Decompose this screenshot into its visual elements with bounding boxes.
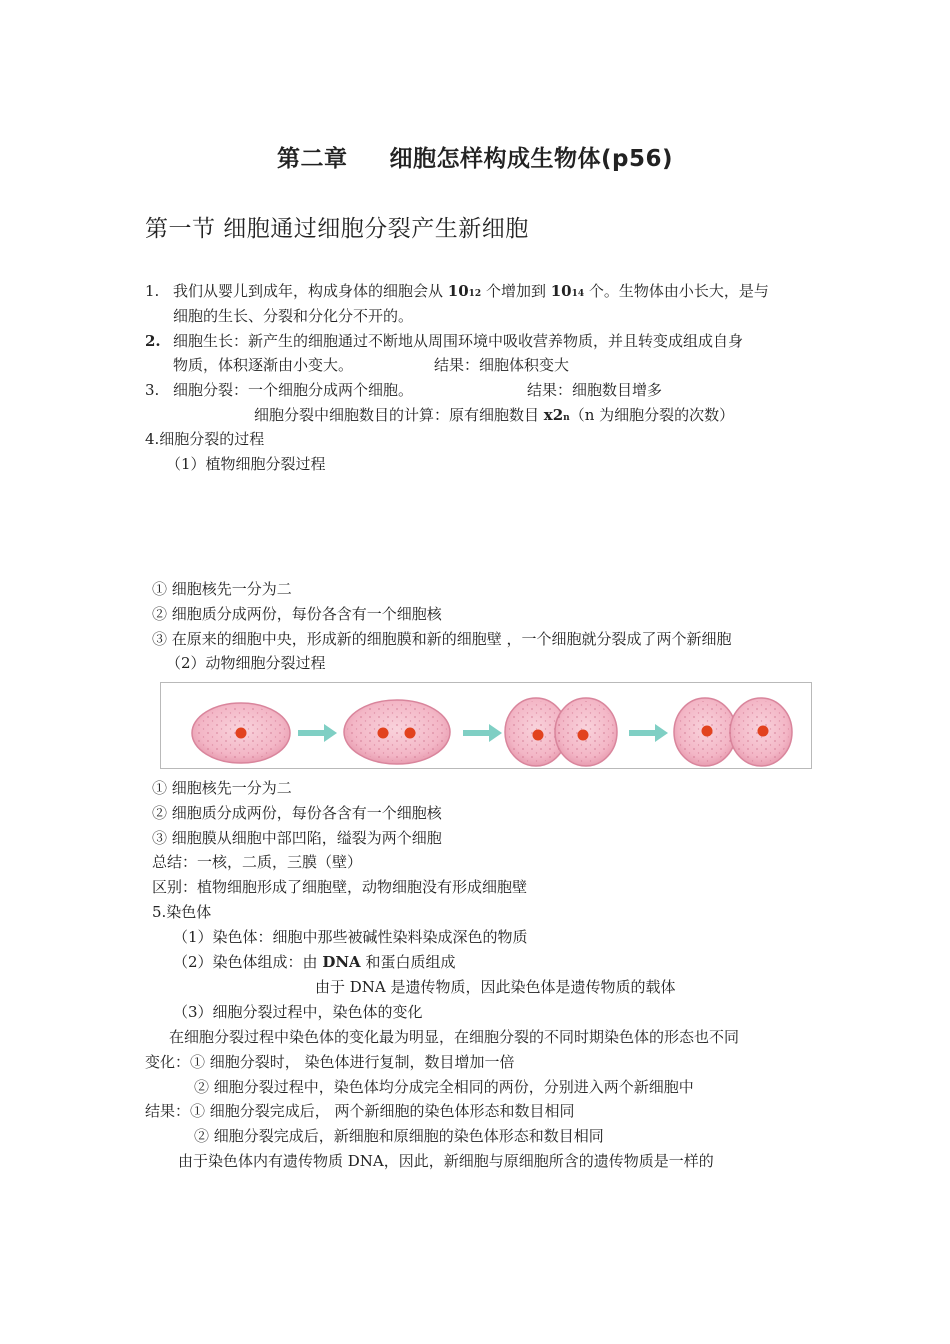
cell-stage-1 — [192, 703, 290, 763]
cell-stage-2 — [344, 700, 450, 764]
item1-line2: 细胞的生长、分裂和分化分不开的。 — [173, 307, 414, 325]
item2-number: 2. — [145, 332, 161, 350]
division-summary: 总结：一核，二质，三膜（壁） — [152, 853, 363, 871]
item1-line1: 1. 我们从婴儿到成年，构成身体的细胞会从 1012 个增加到 1014 个。生物体由小长大，是与 — [145, 282, 769, 300]
cell-stage-3 — [505, 698, 617, 766]
chapter-name: 细胞怎样构成生物体(p56) — [389, 146, 673, 172]
nucleus — [758, 726, 769, 737]
cell-stage-4 — [674, 698, 792, 766]
division-difference: 区别：植物细胞形成了细胞壁，动物细胞没有形成细胞壁 — [152, 878, 528, 896]
arrow-right-icon — [298, 724, 337, 742]
animal-cell-division-figure — [160, 682, 812, 769]
section-title: 第一节 细胞通过细胞分裂产生新细胞 — [145, 216, 529, 242]
item4-title: 4.细胞分裂的过程 — [145, 430, 265, 448]
chromosome-result-2: ② 细胞分裂完成后，新细胞和原细胞的染色体形态和数目相同 — [194, 1127, 604, 1145]
nucleus — [236, 728, 247, 739]
chapter-number: 第二章 — [277, 146, 348, 172]
nucleus — [702, 726, 713, 737]
item3-number: 3. — [145, 381, 160, 399]
item3-line1: 3. 细胞分裂：一个细胞分成两个细胞。 — [145, 381, 414, 399]
chromosome-change-1: 变化：① 细胞分裂时， 染色体进行复制，数目增加一倍 — [145, 1053, 515, 1071]
arrow-right-icon — [463, 724, 502, 742]
item2-line2: 物质，体积逐渐由小变大。 — [173, 356, 354, 374]
animal-step-3: ③ 细胞膜从细胞中部凹陷，缢裂为两个细胞 — [152, 829, 442, 847]
arrow-right-icon — [629, 724, 668, 742]
chapter-title — [0, 140, 950, 173]
chromosome-result-1: 结果：① 细胞分裂完成后， 两个新细胞的染色体形态和数目相同 — [145, 1102, 575, 1120]
nucleus — [578, 730, 589, 741]
animal-division-title: （2）动物细胞分裂过程 — [166, 654, 326, 672]
nucleus — [533, 730, 544, 741]
item2-result: 结果：细胞体积变大 — [434, 356, 570, 374]
plant-step-1: ① 细胞核先一分为二 — [152, 580, 292, 598]
animal-step-2: ② 细胞质分成两份，每份各含有一个细胞核 — [152, 804, 442, 822]
nucleus — [405, 728, 416, 739]
item3-result: 结果：细胞数目增多 — [527, 381, 663, 399]
animal-step-1: ① 细胞核先一分为二 — [152, 779, 292, 797]
animal-cell-division-illustration — [161, 683, 811, 768]
item5-title: 5.染色体 — [152, 903, 212, 921]
chromosome-change-title: （3）细胞分裂过程中，染色体的变化 — [173, 1003, 423, 1021]
item1-number: 1. — [145, 282, 160, 300]
plant-step-3: ③ 在原来的细胞中央，形成新的细胞膜和新的细胞壁 ，一个细胞就分裂成了两个新细胞 — [152, 630, 732, 648]
chromosome-conclusion: 由于染色体内有遗传物质 DNA，因此，新细胞与原细胞所含的遗传物质是一样的 — [178, 1152, 714, 1170]
chromosome-definition: （1）染色体：细胞中那些被碱性染料染成深色的物质 — [173, 928, 528, 946]
plant-step-2: ② 细胞质分成两份，每份各含有一个细胞核 — [152, 605, 442, 623]
chromosome-change-paragraph: 在细胞分裂过程中染色体的变化最为明显，在细胞分裂的不同时期染色体的形态也不同 — [169, 1028, 740, 1046]
item3-calc: 细胞分裂中细胞数目的计算：原有细胞数目 x2n（n 为细胞分裂的次数） — [254, 406, 735, 424]
chromosome-change-2: ② 细胞分裂过程中，染色体均分成完全相同的两份，分别进入两个新细胞中 — [194, 1078, 694, 1096]
item2-line1: 2. 细胞生长：新产生的细胞通过不断地从周围环境中吸收营养物质，并且转变成组成自身 — [145, 332, 744, 350]
plant-division-title: （1）植物细胞分裂过程 — [166, 455, 326, 473]
nucleus — [378, 728, 389, 739]
chromosome-composition-note: 由于 DNA 是遗传物质，因此染色体是遗传物质的载体 — [315, 978, 676, 996]
chromosome-composition: （2）染色体组成：由 DNA 和蛋白质组成 — [173, 953, 456, 971]
